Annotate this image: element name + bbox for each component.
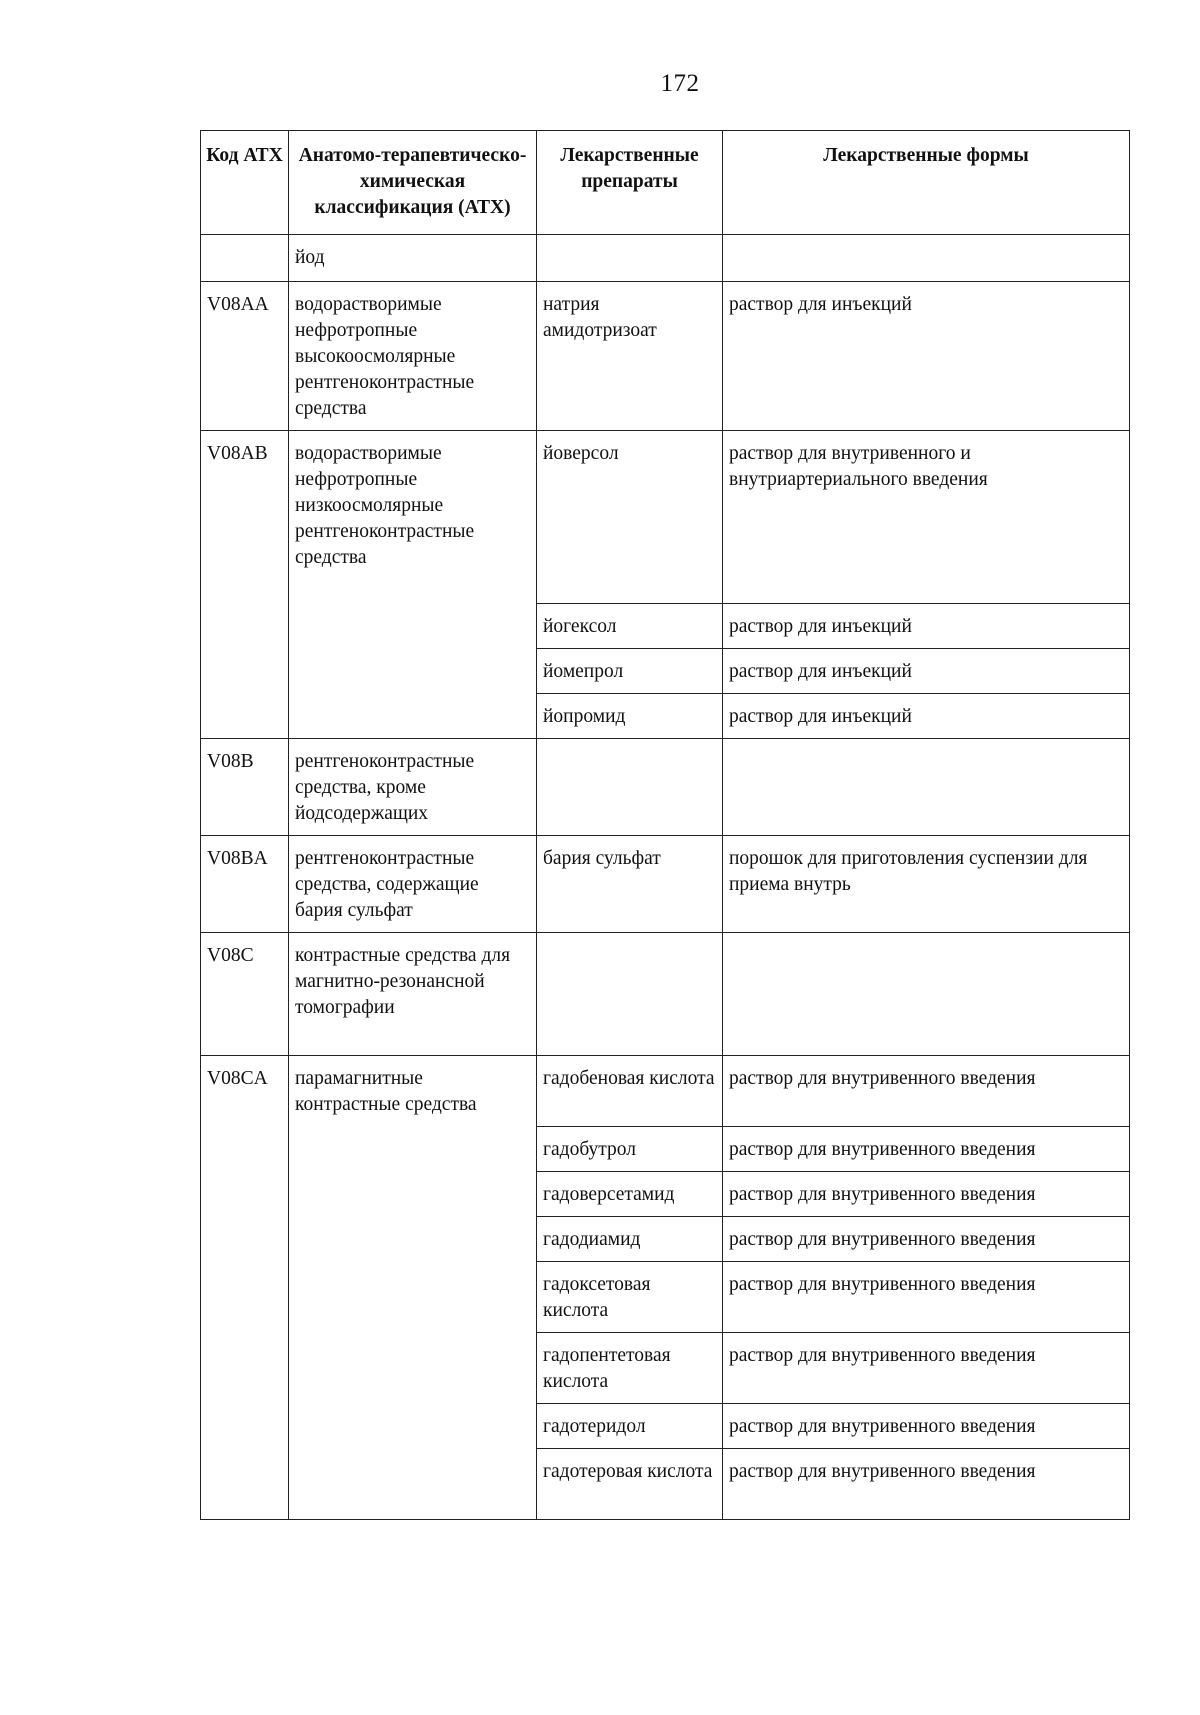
cell-form: раствор для внутривенного введения [723, 1404, 1130, 1449]
table-row [201, 933, 1130, 1056]
table-header-row [201, 131, 1130, 235]
header-classification: Анатомо-терапевтическо-химическая классификация (АТХ) [289, 131, 537, 235]
cell-form: раствор для внутривенного введения [723, 1217, 1130, 1262]
cell-drug: гадобеновая кислота [537, 1056, 723, 1127]
cell-form [723, 739, 1130, 836]
table-row [201, 431, 1130, 604]
cell-drug: йопромид [537, 694, 723, 739]
cell-drug: йоверсол [537, 431, 723, 604]
cell-code: V08AB [201, 431, 289, 739]
header-drugs: Лекарственные препараты [537, 131, 723, 235]
header-forms: Лекарственные формы [723, 131, 1130, 235]
cell-form: раствор для внутривенного введения [723, 1449, 1130, 1520]
cell-form: раствор для внутривенного введения [723, 1056, 1130, 1127]
cell-form [723, 235, 1130, 282]
cell-code: V08BA [201, 836, 289, 933]
cell-drug: бария сульфат [537, 836, 723, 933]
cell-drug: гадодиамид [537, 1217, 723, 1262]
cell-classification: рентгеноконтрастные средства, содержащие бария сульфат [289, 836, 537, 933]
table-row [201, 282, 1130, 431]
cell-classification: йод [289, 235, 537, 282]
cell-form: раствор для внутривенного введения [723, 1127, 1130, 1172]
cell-code: V08AA [201, 282, 289, 431]
cell-classification: водорастворимые нефротропные низкоосмолярные рентгеноконтрастные средства [289, 431, 537, 739]
cell-drug [537, 739, 723, 836]
page-number: 172 [660, 70, 700, 97]
cell-form: порошок для приготовления суспензии для приема внутрь [723, 836, 1130, 933]
cell-classification: парамагнитные контрастные средства [289, 1056, 537, 1520]
cell-drug: гадотеровая кислота [537, 1449, 723, 1520]
table-row [201, 235, 1130, 282]
table-row [201, 1056, 1130, 1127]
cell-form: раствор для инъекций [723, 604, 1130, 649]
cell-form: раствор для внутривенного введения [723, 1172, 1130, 1217]
cell-classification: контрастные средства для магнитно-резонансной томографии [289, 933, 537, 1056]
cell-code: V08B [201, 739, 289, 836]
cell-classification: водорастворимые нефротропные высокоосмолярные рентгеноконтрастные средства [289, 282, 537, 431]
atc-table [200, 130, 1130, 1520]
cell-drug [537, 933, 723, 1056]
cell-drug: гадобутрол [537, 1127, 723, 1172]
cell-form: раствор для инъекций [723, 282, 1130, 431]
cell-drug: йомепрол [537, 649, 723, 694]
cell-drug: натрия амидотризоат [537, 282, 723, 431]
header-code: Код АТХ [201, 131, 289, 235]
cell-form [723, 933, 1130, 1056]
cell-form: раствор для внутривенного и внутриартериального введения [723, 431, 1130, 604]
cell-code: V08C [201, 933, 289, 1056]
cell-form: раствор для внутривенного введения [723, 1262, 1130, 1333]
cell-drug [537, 235, 723, 282]
cell-code [201, 235, 289, 282]
cell-drug: гадоверсетамид [537, 1172, 723, 1217]
cell-drug: гадопентетовая кислота [537, 1333, 723, 1404]
cell-drug: гадотеридол [537, 1404, 723, 1449]
cell-drug: йогексол [537, 604, 723, 649]
cell-form: раствор для инъекций [723, 649, 1130, 694]
cell-form: раствор для инъекций [723, 694, 1130, 739]
cell-form: раствор для внутривенного введения [723, 1333, 1130, 1404]
cell-drug: гадоксетовая кислота [537, 1262, 723, 1333]
table-row [201, 739, 1130, 836]
table-row [201, 836, 1130, 933]
cell-classification: рентгеноконтрастные средства, кроме йодсодержащих [289, 739, 537, 836]
cell-code: V08CA [201, 1056, 289, 1520]
